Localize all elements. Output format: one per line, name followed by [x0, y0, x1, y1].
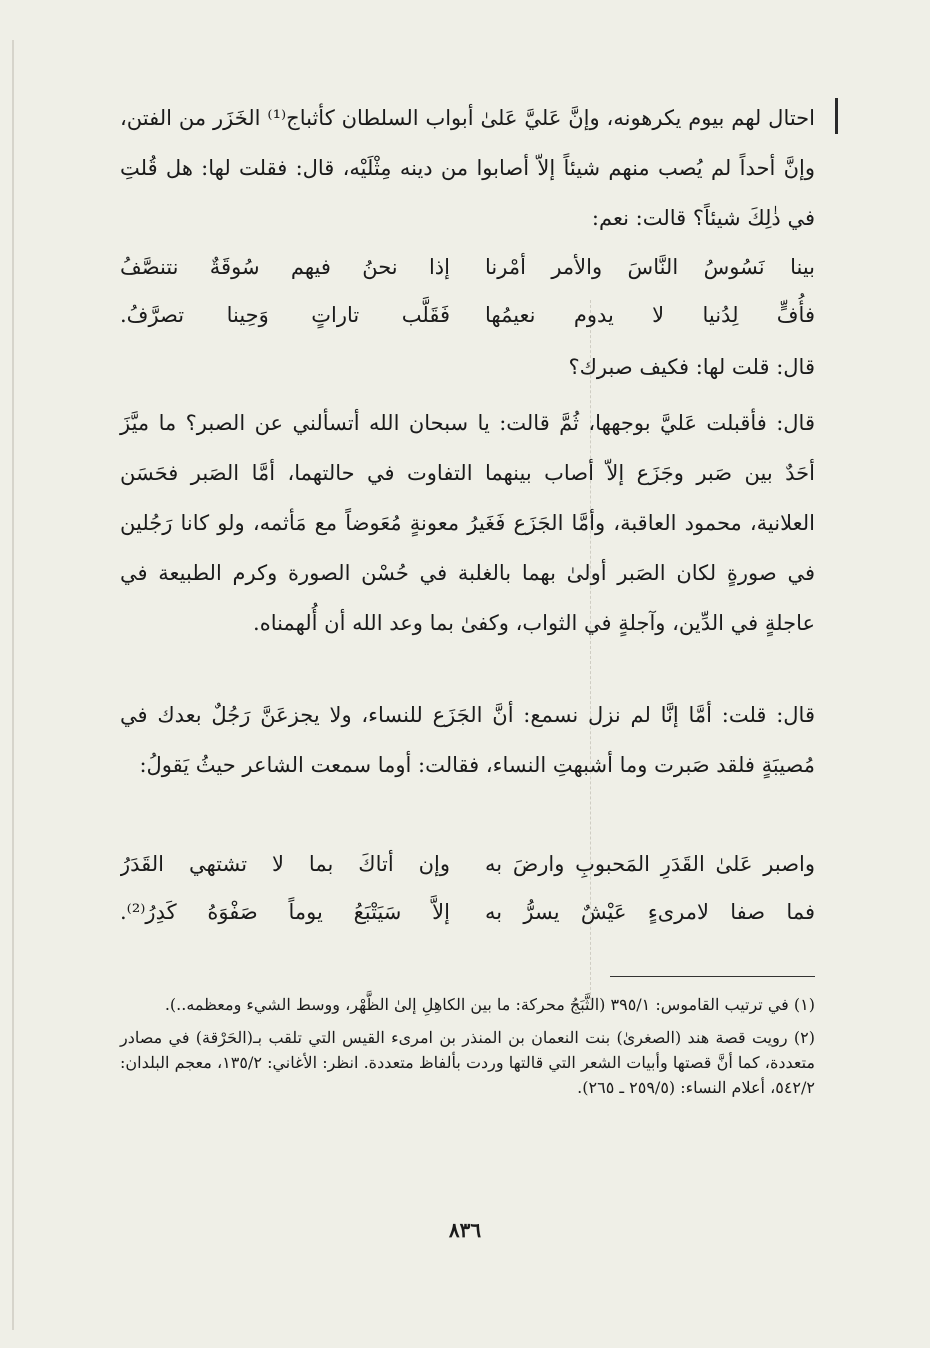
verse-first-hemistich: فأُفٍّ لِدُنيا لا يدوم نعيمُها: [485, 303, 815, 327]
paragraph-4: قال: قلت: أمَّا إنَّا لم نزل نسمع: أنَّ الجَزَع للنساء، ولا يجزعَنَّ رَجُلٌ بعدك في مُصيبَةٍ فلقد صَبرت وما أشبهتِ النساء، فقالت: أوما سمعت الشاعر حيثُ يَقولُ:: [120, 703, 815, 777]
paragraph-3: قال: فأقبلت عَليَّ بوجهها، ثُمَّ قالت: يا سبحان الله أتسألني عن الصبر؟ ما ميَّزَ أحَدٌ بين صَبر وجَزَع إلاّ أصاب بينهما التفاوت في حالتهما، أمَّا الصَبر فحَسَن العلانية، محمود العاقبة، وأمَّا الجَزَع فَغَيرُ معونةٍ مُعَوضاً مع مَأثمه، ولو كانا رَجُلين في صورةٍ لكان الصَبر أولىٰ بهما بالغلبة في حُسْن الصورة وكرم الطبيعة في عاجلةٍ في الدِّين، وآجلةٍ في الثواب، وكفىٰ بما وعد الله أن أُلهمناه.: [120, 411, 815, 635]
page-edge-line: [12, 40, 14, 1330]
verse-first-hemistich: فما صفا لامرىءٍ عَيْشٌ يسرُّ به: [485, 900, 815, 924]
paragraph-2: قال: قلت لها: فكيف صبرك؟: [568, 355, 815, 379]
verse-second-hemistich: إلاَّ سَيَتْبَعُ يوماً صَفْوَهُ كَدِرُ⁽²⁾.: [120, 900, 450, 924]
verse-line: [120, 840, 815, 888]
body-block-4: [120, 690, 815, 790]
verse-first-hemistich: واصبر عَلىٰ القَدَرِ المَحبوبِ وارضَ به: [485, 852, 815, 876]
verse-block-2: [120, 840, 815, 936]
verse-first-hemistich: بينا نَسُوسُ النَّاسَ والأمر أمْرنا: [485, 255, 815, 279]
verse-second-hemistich: وإن أتاكَ بما لا تشتهي القَدَرُ: [120, 852, 450, 876]
footnote-separator: [610, 976, 815, 977]
verse-line: [120, 888, 815, 936]
footnote-2: (٢) رويت قصة هند (الصغرىٰ) بنت النعمان بن المنذر بن امرىء القيس التي تلقب بـ(الحَرْقة) في مصادر متعددة، كما أنَّ قصتها وأبيات الشعر التي قالتها وردت بألفاظ متعددة. انظر: الأغاني: ١٣٥/٢، معجم البلدان: ٥٤٢/٢، أعلام النساء: (٢٥٩/٥ ـ ٢٦٥).: [120, 1028, 815, 1097]
footnotes: [120, 992, 815, 1108]
footnote-1: (١) في ترتيب القاموس: ٣٩٥/١ (الثَّبَجُ محركة: ما بين الكاهِلِ إلىٰ الظَّهْر، ووسط الشيء ومعظمه..).: [164, 995, 815, 1014]
page-number: ٨٣٦: [448, 1218, 482, 1242]
verse-second-hemistich: إذا نحنُ فيهم سُوقَةٌ نتنصَّفُ: [120, 255, 450, 279]
verse-block-1: [120, 243, 815, 339]
verse-line: [120, 291, 815, 339]
verse-line: [120, 243, 815, 291]
verse-second-hemistich: فَقَلَّب تاراتٍ وَحِينا تصرَّفُ.: [120, 303, 450, 327]
body-block-1: [120, 93, 815, 243]
body-block-3: [120, 398, 815, 648]
margin-mark: [835, 98, 838, 134]
body-block-2: [120, 342, 815, 392]
paragraph-1: احتال لهم بيوم يكرهونه، وإنَّ عَليَّ عَلىٰ أبواب السلطان كأثباج⁽¹⁾ الخَزَر من الفتن، وإنَّ أحداً لم يُصب منهم شيئاً إلاّ أصابوا من دينه مِثْلَيْه، قال: فقلت لها: هل قُلتِ في ذٰلِكَ شيئاً؟ قالت: نعم:: [120, 106, 815, 230]
